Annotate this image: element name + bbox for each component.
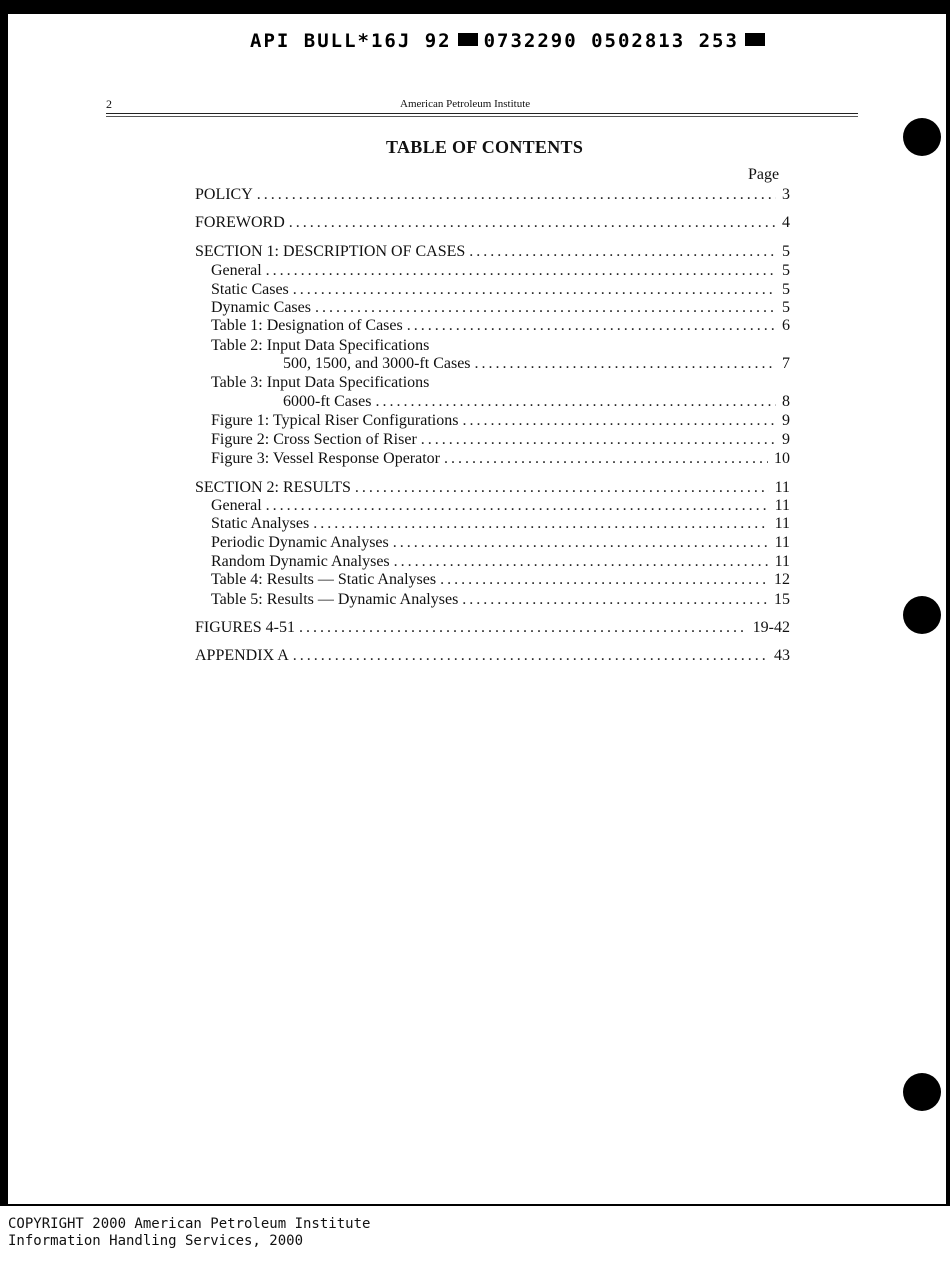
toc-entry-foreword bbox=[195, 214, 790, 232]
toc-entry-table-2-input-data-specifications-detail bbox=[283, 355, 790, 373]
toc-entry-title: SECTION 1: DESCRIPTION OF CASES bbox=[195, 243, 466, 260]
toc-entry-page: 8 bbox=[782, 393, 790, 410]
dot-leader bbox=[266, 262, 776, 280]
document-code-part1: API BULL*16J 92 bbox=[250, 30, 452, 52]
document-code bbox=[250, 30, 771, 52]
toc-entry-appendix-a bbox=[195, 647, 790, 665]
toc-entry-static-analyses bbox=[211, 515, 790, 533]
punch-hole-icon bbox=[903, 118, 941, 156]
toc-entry-title: SECTION 2: RESULTS bbox=[195, 479, 351, 496]
header-rule bbox=[106, 116, 858, 117]
footer-line-1: COPYRIGHT 2000 American Petroleum Institute bbox=[8, 1216, 371, 1232]
toc-entry-title: Figure 2: Cross Section of Riser bbox=[211, 431, 417, 448]
toc-entry-table-3-input-data-specifications: Table 3: Input Data Specifications bbox=[211, 374, 430, 391]
toc-entry-page: 4 bbox=[782, 214, 790, 231]
dot-leader bbox=[469, 243, 776, 261]
toc-entry-periodic-dynamic-analyses bbox=[211, 534, 790, 552]
toc-entry-page: 5 bbox=[782, 262, 790, 279]
dot-leader bbox=[421, 431, 776, 449]
toc-entry-page: 10 bbox=[774, 450, 790, 467]
toc-entry-section-2-results bbox=[195, 479, 790, 497]
toc-entry-general bbox=[211, 497, 790, 515]
toc-entry-page: 11 bbox=[774, 497, 790, 514]
dot-leader bbox=[475, 355, 776, 373]
dot-leader bbox=[440, 571, 768, 589]
toc-entry-page: 43 bbox=[774, 647, 790, 664]
toc-entry-table-4-results-static-analyses bbox=[211, 571, 790, 589]
dot-leader bbox=[315, 299, 776, 317]
page-number: 2 bbox=[106, 97, 112, 111]
toc-entry-figures-4-51 bbox=[195, 619, 790, 637]
toc-entry-page: 11 bbox=[774, 479, 790, 496]
running-header: American Petroleum Institute bbox=[400, 98, 531, 110]
toc-entry-title: Random Dynamic Analyses bbox=[211, 553, 390, 570]
dot-leader bbox=[293, 647, 768, 665]
dot-leader bbox=[293, 281, 776, 299]
toc-entry-title: Figure 1: Typical Riser Configurations bbox=[211, 412, 459, 429]
copyright-footer bbox=[8, 1216, 370, 1250]
toc-entry-title: Static Cases bbox=[211, 281, 289, 298]
dot-leader bbox=[394, 553, 769, 571]
toc-entry-title: 500, 1500, and 3000-ft Cases bbox=[283, 355, 471, 372]
toc-entry-page: 11 bbox=[774, 553, 790, 570]
toc-entry-policy bbox=[195, 186, 790, 204]
toc-entry-title: Figure 3: Vessel Response Operator bbox=[211, 450, 440, 467]
dot-leader bbox=[289, 214, 776, 232]
scan-border-right bbox=[946, 0, 950, 1206]
dot-leader bbox=[257, 186, 776, 204]
toc-entry-table-3-input-data-specifications-detail bbox=[283, 393, 790, 411]
toc-entry-title: FIGURES 4-51 bbox=[195, 619, 296, 636]
toc-entry-page: 11 bbox=[774, 515, 790, 532]
toc-entry-page: 11 bbox=[774, 534, 790, 551]
toc-entry-title: Periodic Dynamic Analyses bbox=[211, 534, 389, 551]
toc-entry-table-1-designation-of-cases bbox=[211, 317, 790, 335]
toc-entry-title: 6000-ft Cases bbox=[283, 393, 372, 410]
dot-leader bbox=[462, 412, 776, 430]
scan-border-top bbox=[0, 0, 950, 14]
dot-leader bbox=[444, 450, 768, 468]
toc-entry-page: 7 bbox=[782, 355, 790, 372]
dot-leader bbox=[375, 393, 776, 411]
toc-entry-figure-2-cross-section-of-riser bbox=[211, 431, 790, 449]
punch-hole-icon bbox=[903, 596, 941, 634]
punch-hole-icon bbox=[903, 1073, 941, 1111]
toc-entry-page: 9 bbox=[782, 431, 790, 448]
toc-entry-figure-3-vessel-response-operator bbox=[211, 450, 790, 468]
dot-leader bbox=[313, 515, 768, 533]
dot-leader bbox=[266, 497, 769, 515]
toc-title: TABLE OF CONTENTS bbox=[386, 137, 584, 157]
toc-entry-random-dynamic-analyses bbox=[211, 553, 790, 571]
scan-border-bottom bbox=[0, 1204, 950, 1206]
toc-entry-title: Table 1: Designation of Cases bbox=[211, 317, 403, 334]
barcode-block-icon bbox=[745, 33, 765, 46]
toc-entry-title: FOREWORD bbox=[195, 214, 285, 231]
toc-entry-page: 5 bbox=[782, 281, 790, 298]
dot-leader bbox=[355, 479, 769, 497]
toc-entry-page: 15 bbox=[774, 591, 790, 608]
toc-entry-table-5-results-dynamic-analyses bbox=[211, 591, 790, 609]
page-column-label: Page bbox=[748, 166, 780, 183]
toc-entry-title: Table 4: Results — Static Analyses bbox=[211, 571, 437, 588]
toc-entry-title: General bbox=[211, 497, 262, 514]
toc-entry-title: APPENDIX A bbox=[195, 647, 289, 664]
document-code-part2: 0732290 0502813 253 bbox=[483, 30, 739, 52]
dot-leader bbox=[462, 591, 768, 609]
toc-entry-page: 5 bbox=[782, 243, 790, 260]
toc-entry-general bbox=[211, 262, 790, 280]
toc-entry-page: 6 bbox=[782, 317, 790, 334]
toc-entry-title: Table 5: Results — Dynamic Analyses bbox=[211, 591, 459, 608]
toc-entry-page: 5 bbox=[782, 299, 790, 316]
toc-entry-page: 3 bbox=[782, 186, 790, 203]
barcode-block-icon bbox=[458, 33, 478, 46]
toc-entry-title: Static Analyses bbox=[211, 515, 310, 532]
dot-leader bbox=[393, 534, 769, 552]
toc-entry-table-2-input-data-specifications: Table 2: Input Data Specifications bbox=[211, 337, 430, 354]
toc-entry-static-cases bbox=[211, 281, 790, 299]
toc-entry-figure-1-typical-riser-configurations bbox=[211, 412, 790, 430]
toc-entry-title: POLICY bbox=[195, 186, 253, 203]
dot-leader bbox=[407, 317, 776, 335]
toc-entry-page: 9 bbox=[782, 412, 790, 429]
toc-entry-page: 19-42 bbox=[752, 619, 790, 636]
header-rule bbox=[106, 113, 858, 114]
toc-entry-dynamic-cases bbox=[211, 299, 790, 317]
footer-line-2: Information Handling Services, 2000 bbox=[8, 1233, 304, 1249]
scan-border-left bbox=[0, 0, 8, 1206]
toc-entry-section-1-description-of-cases bbox=[195, 243, 790, 261]
toc-entry-page: 12 bbox=[774, 571, 790, 588]
toc-entry-title: Dynamic Cases bbox=[211, 299, 311, 316]
dot-leader bbox=[299, 619, 747, 637]
toc-entry-title: General bbox=[211, 262, 262, 279]
